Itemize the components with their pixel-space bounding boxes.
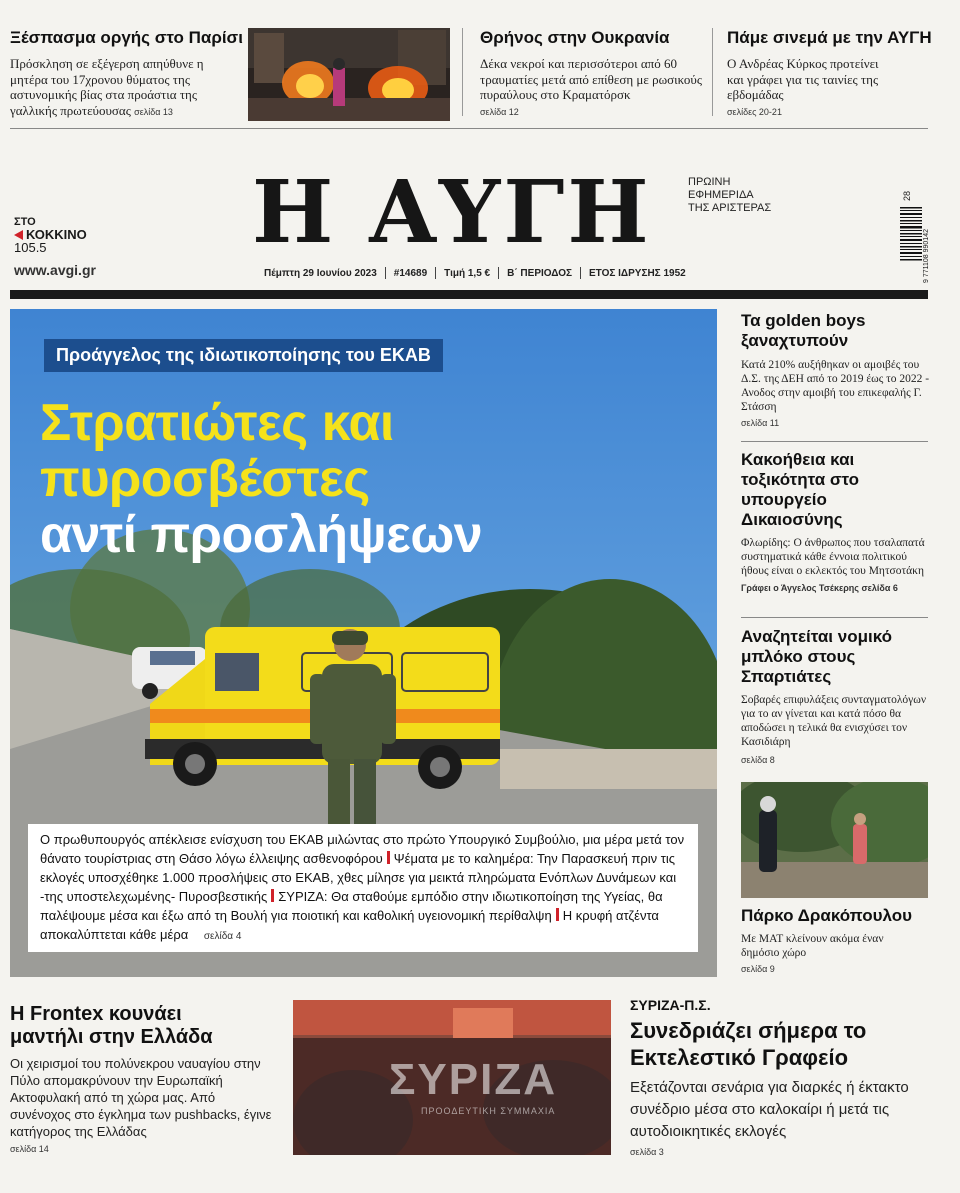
separator <box>580 267 581 279</box>
story-title: Συνεδριάζει σήμερα το Εκτελεστικό Γραφείο <box>630 1018 867 1070</box>
sidebar-story-spartiates[interactable] <box>741 627 931 765</box>
teaser-ukraine[interactable] <box>480 28 710 117</box>
radio-line1: ΣΤΟ <box>14 216 36 228</box>
teaser-paris[interactable] <box>10 28 242 120</box>
subtitle-line: ΠΡΩΙΝΗ <box>688 176 731 188</box>
hero-kicker: Προάγγελος της ιδιωτικοποίησης του ΕΚΑΒ <box>44 339 443 372</box>
page-ref: σελίδες 20-21 <box>727 106 782 117</box>
period: Β΄ ΠΕΡΙΟΔΟΣ <box>507 267 572 279</box>
barcode-number: 9 771108 990142 <box>923 229 930 283</box>
founded-year: ΕΤΟΣ ΙΔΡΥΣΗΣ 1952 <box>588 267 686 279</box>
caption-text: Η κρυφή ατζέντα αποκαλύπτεται κάθε μέρα <box>40 908 659 942</box>
separator <box>271 889 274 902</box>
story-title: Κακοήθεια και τοξικότητα στο υπουργείο Δικαιοσύνης <box>741 450 860 529</box>
story-body: Οι χειρισμοί του πολύνεκρου ναυαγίου στην Πύλο απομακρύνουν την Ευρωπαϊκή Ακτοφυλακή από τη χώρα μας. Από συνένοχος στο έγκλημα των pushbacks, έγινε κατήγορος της Ελλάδας <box>10 1056 272 1139</box>
sidebar-story-justice[interactable] <box>741 450 931 593</box>
masthead-rule <box>10 290 928 299</box>
story-body: Κατά 210% αυξήθηκαν οι αμοιβές του Δ.Σ. της ΔΕΗ από το 2019 έως το 2022 - Ανοδος στην αμοιβή του επικεφαλής Γ. Στάσση <box>741 359 930 413</box>
masthead-title: Η ΑΥΓΗ <box>252 162 652 263</box>
separator <box>385 267 386 279</box>
story-body: Εξετάζονται σενάρια για διαρκές ή έκτακτο συνέδριο μέσα στο καλοκαίρι ή μετά τις αυτοδιοικητικές εκλογές <box>630 1079 909 1140</box>
radio-frequency: 105.5 <box>14 240 47 255</box>
barcode <box>898 173 928 283</box>
teaser-body <box>10 56 242 120</box>
page-ref: σελίδα 9 <box>741 964 775 974</box>
hero-caption <box>28 824 698 952</box>
story-title: Πάρκο Δρακόπουλου <box>741 906 912 925</box>
page-ref: Γράφει ο Άγγελος Τσέκερης σελίδα 6 <box>741 583 898 593</box>
separator <box>387 851 390 864</box>
divider <box>462 28 463 116</box>
page-ref: σελίδα 12 <box>480 106 519 117</box>
story-syriza-meeting[interactable] <box>630 997 940 1157</box>
masthead-meta <box>264 267 686 279</box>
story-title: Η Frontex κουνάει μαντήλι στην Ελλάδα <box>10 1003 213 1048</box>
page-ref: σελίδα 11 <box>741 418 780 428</box>
syriza-banner: ΣΥΡΙΖΑ <box>389 1055 557 1104</box>
separator <box>556 908 559 921</box>
story-body: Φλωρίδης: Ο άνθρωπος που τσαλαπατά συστηματικά κάθε έννοια πολιτικού ήθους είναι ο εκλεκτός του Μητσοτάκη <box>741 537 925 577</box>
story-kicker: ΣΥΡΙΖΑ-Π.Σ. <box>630 997 711 1013</box>
headline-line: πυροσβέστες <box>40 450 370 508</box>
teaser-title: Ξέσπασμα οργής στο Παρίσι <box>10 28 243 47</box>
divider <box>712 28 713 116</box>
page-ref: σελίδα 8 <box>741 755 775 765</box>
caption-text: Ψέματα με το καλημέρα: Την Παρασκευή πριν τις εκλογές υποσχέθηκε 1.000 προσλήψεις στο ΕΚΑΒ, χθες μίλησε για μεικτά πληρώματα Ενόπλων Δυνάμεων και -της υποστελεχωμένης- Πυροσβεστικής <box>40 851 677 904</box>
website-link[interactable]: www.avgi.gr <box>14 262 96 278</box>
hero-headline <box>40 395 482 563</box>
headline-line: αντί προσλήψεων <box>40 506 483 564</box>
separator <box>498 267 499 279</box>
teaser-text: Πρόσκληση σε εξέγερση απηύθυνε η μητέρα του 17χρονου θύματος της αστυνομικής βίας στα προάστια της γαλλικής πρωτεύουσας <box>10 56 204 118</box>
subtitle-line: ΤΗΣ ΑΡΙΣΤΕΡΑΣ <box>688 202 772 214</box>
page-ref: σελίδα 4 <box>203 931 242 942</box>
page-ref: σελίδα 13 <box>134 106 173 117</box>
masthead-subtitle <box>688 176 771 215</box>
story-frontex[interactable] <box>10 1003 272 1154</box>
story-body: Με ΜΑΤ κλείνουν ακόμα έναν δημόσιο χώρο <box>741 933 884 959</box>
issue-number: #14689 <box>393 267 428 279</box>
teaser-title: Πάμε σινεμά με την ΑΥΓΗ <box>727 28 932 47</box>
sidebar-story-golden-boys[interactable] <box>741 311 931 428</box>
syriza-photo <box>293 1000 611 1155</box>
sidebar-story-park[interactable] <box>741 906 931 974</box>
story-title: Αναζητείται νομικό μπλόκο στους Σπαρτιάτες <box>741 627 893 686</box>
subtitle-line: ΕΦΗΜΕΡΙΔΑ <box>688 189 754 201</box>
separator <box>435 267 436 279</box>
page-ref: σελίδα 14 <box>10 1144 49 1154</box>
radio-line2: ΚΟΚΚΙΝΟ <box>26 227 87 242</box>
park-police-photo <box>741 782 928 898</box>
divider <box>741 441 928 442</box>
price: Τιμή 1,5 € <box>444 267 491 279</box>
headline-line: Στρατιώτες και <box>40 394 394 452</box>
play-arrow-icon <box>14 230 23 240</box>
story-title: Τα golden boys ξαναχτυπούν <box>741 311 866 350</box>
teaser-title: Θρήνος στην Ουκρανία <box>480 28 670 47</box>
teaser-body: Δέκα νεκροί και περισσότεροι από 60 τραυματίες μετά από επίθεση με ρωσικούς πυραύλους στο Κραματόρσκ <box>480 56 702 102</box>
issue-date: Πέμπτη 29 Ιουνίου 2023 <box>264 267 377 279</box>
syriza-banner-sub: ΠΡΟΟΔΕΥΤΙΚΗ ΣΥΜΜΑΧΙΑ <box>421 1106 556 1116</box>
barcode-issue: 28 <box>902 190 912 201</box>
paris-riot-photo <box>248 28 450 121</box>
story-body: Σοβαρές επιφυλάξεις συνταγματολόγων για το αν γίνεται και κατά πόσο θα αποδώσει η τελικά θα ενισχύσει τον Κασιδιάρη <box>741 694 927 748</box>
top-rule <box>10 128 928 129</box>
radio-logo[interactable] <box>14 217 114 255</box>
teaser-cinema[interactable] <box>727 28 937 117</box>
hero-story[interactable] <box>10 309 717 977</box>
teaser-body: Ο Ανδρέας Κύρκος προτείνει και γράφει για τις ταινίες της εβδομάδας <box>727 56 879 102</box>
divider <box>741 617 928 618</box>
page-ref: σελίδα 3 <box>630 1147 664 1157</box>
caption-text: ΣΥΡΙΖΑ: Θα σταθούμε εμπόδιο στην ιδιωτικοποίηση της Υγείας, θα παλέψουμε μέσα και έξω από τη Βουλή για ποιοτική και καθολική υγειονομική περίθαλψη <box>40 889 663 923</box>
caption-text: Ο πρωθυπουργός απέκλεισε ενίσχυση του ΕΚΑΒ μιλώντας στο πρώτο Υπουργικό Συμβούλιο, μια μέρα μετά τον θάνατο τουρίστριας στη Θάσο λόγω έλλειψης ασθενοφόρου <box>40 832 685 866</box>
